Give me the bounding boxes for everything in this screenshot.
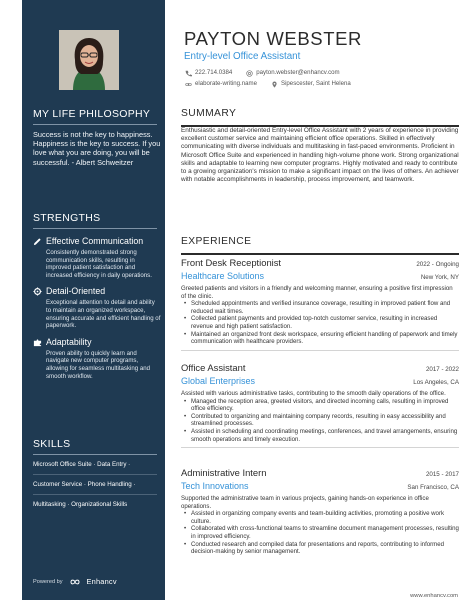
strength-title: Detail-Oriented — [46, 286, 106, 297]
skill-list: Customer Service · Phone Handling · — [33, 481, 136, 488]
job-dates: 2017 - 2022 — [425, 366, 459, 373]
job-bullet: • Maintained an organized front desk workspace, ensuring efficient handling of paperwork and timely communication with healthcare providers. — [181, 331, 459, 346]
location-icon — [271, 81, 278, 88]
divider — [33, 228, 157, 229]
gear-icon — [33, 287, 42, 296]
skills-section — [33, 438, 161, 509]
skill-list: Microsoft Office Suite · Data Entry · — [33, 461, 131, 468]
contact-row — [185, 80, 351, 88]
job-bullet: • Contributed to organizing and maintaining company records, resulting in easy accessibility and streamlined processes. — [181, 413, 459, 428]
enhancv-logo-icon — [67, 578, 83, 586]
divider — [181, 253, 459, 255]
skill-line — [33, 501, 161, 509]
job-description: Assisted with various administrative tasks, contributing to the smooth daily operations of the office. — [181, 390, 446, 397]
job-bullets — [181, 300, 459, 346]
profile-photo — [59, 30, 119, 90]
job-entry — [181, 257, 459, 351]
footer-url[interactable]: www.enhancv.com — [410, 593, 458, 599]
sidebar — [22, 0, 165, 600]
job-description: Greeted patients and visitors in a friendly and welcoming manner, ensuring a positive first impression of the clinic. — [181, 285, 453, 300]
philosophy-section — [33, 108, 161, 167]
strengths-section — [33, 212, 161, 380]
divider — [33, 124, 157, 125]
divider — [181, 350, 459, 351]
pencil-icon — [33, 237, 42, 246]
company-name: Tech Innovations — [181, 481, 249, 491]
experience-section-header — [181, 236, 459, 255]
phone-icon — [185, 70, 192, 77]
job-entry — [181, 362, 459, 448]
job-dates: 2022 - Ongoing — [416, 261, 459, 268]
at-icon — [246, 70, 253, 77]
contact-location — [271, 80, 351, 88]
divider — [33, 454, 157, 455]
contact-phone[interactable] — [185, 69, 232, 77]
job-bullets — [181, 398, 459, 444]
company-name: Healthcare Solutions — [181, 271, 265, 281]
experience-heading: EXPERIENCE — [181, 236, 252, 247]
link-icon — [185, 81, 192, 88]
job-bullet: • Assisted in scheduling and coordinating meetings, conferences, and travel arrangements, ensuring smooth operations and timely execution. — [181, 428, 459, 443]
job-bullets — [181, 510, 459, 556]
strength-title: Effective Communication — [46, 236, 144, 246]
job-title: Office Assistant — [181, 362, 246, 373]
summary-text: Enthusiastic and detail-oriented Entry-level Office Assistant with 2 years of experience in providing excellent customer service and maintaining efficient office operations. Skilled in effectively communicating with diverse individuals and multitasking in fast-paced environments. Proficient in Microsoft Office Suite and experienced in handling high-volume phone work. Strong organizational skills and adaptable to learning new computer programs. Highly motivated and ready to contribute to a growing organization's mission to make a significant impact on the lives of others. An achiever with notable accomplishments in leadership, process improvement, and teamwork. — [181, 127, 459, 184]
phone-text: 222.714.0384 — [195, 69, 233, 76]
location-text: Sipescester, Saint Helena — [281, 80, 351, 87]
divider — [33, 494, 157, 495]
divider — [33, 474, 157, 475]
job-description: Supported the administrative team in various projects, gaining hands-on experience in office operations. — [181, 495, 429, 510]
strength-item — [33, 236, 161, 279]
skills-heading: SKILLS — [33, 438, 71, 450]
job-location: New York, NY — [420, 274, 459, 281]
powered-by — [33, 577, 117, 586]
skill-line — [33, 461, 161, 475]
strengths-heading: STRENGTHS — [33, 212, 101, 224]
job-bullet: • Collaborated with cross-functional teams to streamline document management processes, resulting in improved efficiency. — [181, 525, 459, 540]
strength-description: Proven ability to quickly learn and navigate new computer programs, allowing for seamless multitasking and smooth workflow. — [46, 349, 150, 380]
strength-item — [33, 286, 161, 329]
strength-description: Exceptional attention to detail and ability to maintain an organized workspace, ensuring accurate and efficient handling of paperwork. — [46, 299, 161, 330]
puzzle-icon — [33, 338, 42, 347]
job-location: Los Angeles, CA — [413, 379, 459, 386]
skill-list: Multitasking · Organizational Skills — [33, 501, 128, 508]
job-bullet: • Managed the reception area, greeted visitors, and directed incoming calls, resulting in improved office efficiency. — [181, 398, 459, 413]
powered-by-label: Powered by — [33, 578, 63, 585]
philosophy-quote: Success is not the key to happiness. Happiness is the key to success. If you love what you are doing, you will be successful. - Albert Schweitzer — [33, 130, 161, 167]
strength-item — [33, 337, 161, 380]
philosophy-heading: MY LIFE PHILOSOPHY — [33, 108, 151, 120]
summary-heading: SUMMARY — [181, 108, 237, 119]
strength-description: Consistently demonstrated strong communication skills, resulting in improved patient satisfaction and increased efficiency in daily operations. — [46, 249, 152, 279]
candidate-name: PAYTON WEBSTER — [184, 28, 363, 49]
job-dates: 2015 - 2017 — [425, 471, 459, 478]
summary-section-header — [181, 108, 459, 127]
job-location: San Francisco, CA — [407, 484, 459, 491]
job-bullet: • Collected patient payments and provided top-notch customer service, resulting in increased revenue and high patient satisfaction. — [181, 315, 459, 330]
contact-row — [185, 69, 340, 77]
job-bullet: • Conducted research and compiled data for presentations and reports, contributing to informed decision-making by senior management. — [181, 541, 459, 556]
contact-website[interactable] — [185, 80, 257, 88]
job-bullet: • Assisted in organizing company events and team-building activities, promoting a positive work culture. — [181, 510, 459, 525]
contact-email[interactable] — [246, 69, 339, 77]
candidate-role: Entry-level Office Assistant — [184, 51, 301, 62]
job-title: Administrative Intern — [181, 467, 267, 478]
job-bullet: • Scheduled appointments and verified insurance coverage, resulting in improved patient flow and reduced wait times. — [181, 300, 459, 315]
job-title: Front Desk Receptionist — [181, 257, 282, 268]
divider — [181, 447, 459, 448]
job-entry — [181, 467, 459, 556]
strength-title: Adaptability — [46, 336, 92, 347]
brand-name[interactable]: Enhancv — [86, 577, 117, 586]
website-text: elaborate-writing.name — [195, 80, 257, 87]
company-name: Global Enterprises — [181, 376, 256, 386]
email-text: payton.webster@enhancv.com — [256, 69, 340, 76]
skill-line — [33, 481, 161, 495]
